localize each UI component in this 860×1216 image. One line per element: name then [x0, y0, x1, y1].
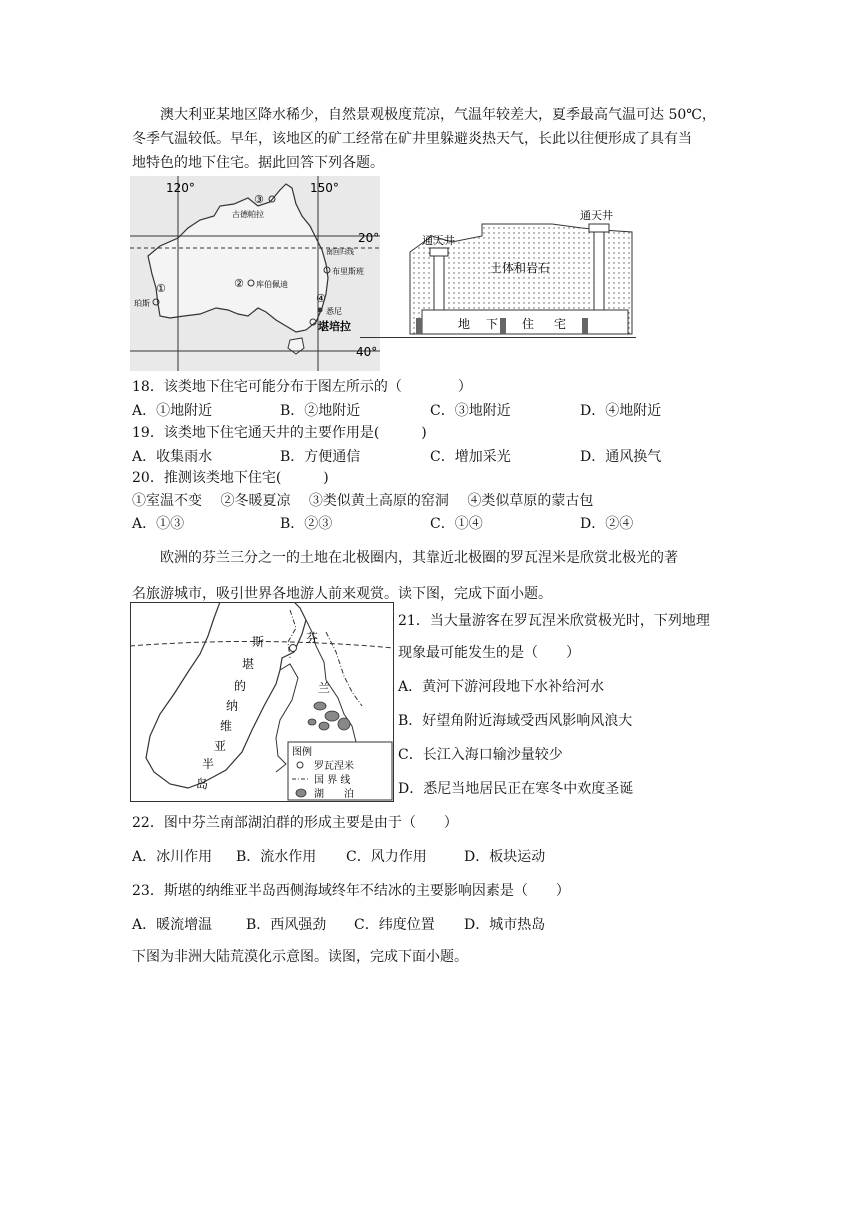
peninsula-char: 半: [202, 757, 215, 771]
soil-label: 土体和岩石: [490, 261, 551, 275]
city-kbpd: 库伯佩迪: [256, 280, 288, 289]
legend-lake-symbol: [296, 789, 306, 797]
q22-option-d[interactable]: D．板块运动: [464, 849, 546, 865]
q18-option-c[interactable]: C．③地附近: [430, 403, 511, 419]
q19-option-d[interactable]: D．通风换气: [580, 449, 662, 465]
city-xn: 悉尼: [326, 307, 342, 316]
well-label-left: 通天井: [422, 234, 455, 247]
peninsula-char: 堪: [242, 657, 255, 671]
q23-option-c[interactable]: C．纬度位置: [354, 917, 435, 933]
label-20: 20°: [358, 231, 380, 245]
peninsula-char: 纳: [226, 699, 239, 713]
q21-option-b[interactable]: B．好望角附近海域受西风影响风浪大: [398, 713, 633, 729]
question-21-stem: 21．当大量游客在罗瓦涅米欣赏极光时，下列地理: [398, 613, 710, 629]
city-gdpl: 古德帕拉: [232, 210, 264, 219]
city-dot: [318, 308, 323, 313]
house-pillar: [582, 318, 588, 334]
intro-paragraph-africa: 下图为非洲大陆荒漠化示意图。读图，完成下面小题。: [132, 949, 468, 965]
q22-option-c[interactable]: C．风力作用: [346, 849, 427, 865]
q21-option-d[interactable]: D．悉尼当地居民正在寒冬中欢度圣诞: [398, 781, 634, 797]
peninsula-char: 岛: [196, 777, 209, 791]
peninsula-char: 的: [234, 679, 247, 693]
air-shaft-cap-right: [589, 224, 609, 232]
intro-line: 地特色的地下住宅。据此回答下列各题。: [132, 155, 384, 171]
city-bls: 布里斯班: [332, 267, 364, 276]
marker-3: ③: [254, 193, 264, 206]
intro-line: 欧洲的芬兰三分之一的土地在北极圈内，其靠近北极圈的罗瓦涅米是欣赏北极光的著: [160, 550, 678, 566]
scandinavia-map: [130, 602, 394, 802]
peninsula-char: 维: [220, 719, 233, 733]
marker-4: ④: [316, 292, 326, 305]
label-40: 40°: [356, 345, 378, 359]
air-shaft-right: [594, 230, 604, 310]
intro-paragraph-australia: [132, 103, 732, 175]
lake: [319, 722, 329, 730]
q22-option-b[interactable]: B．流水作用: [236, 849, 317, 865]
lake: [325, 711, 339, 721]
underground-house-diagram: [382, 206, 634, 338]
peninsula-char: 亚: [214, 739, 227, 753]
q22-option-a[interactable]: A．冰川作用: [132, 849, 213, 865]
intro-line: 冬季气温较低。早年，该地区的矿工经常在矿井里躲避炎热天气，长此以往便形成了具有当: [132, 131, 692, 147]
label-120: 120°: [166, 181, 195, 195]
air-shaft-left: [434, 254, 444, 310]
q20-option-b[interactable]: B．②③: [280, 516, 333, 532]
q20-option-d[interactable]: D．②④: [580, 516, 634, 532]
label-150: 150°: [310, 181, 339, 195]
legend-title: 图例: [292, 747, 312, 758]
q21-option-c[interactable]: C．长江入海口输沙量较少: [398, 747, 563, 763]
city-kpl: 堪培拉: [318, 320, 351, 333]
q19-option-c[interactable]: C．增加采光: [430, 449, 511, 465]
house-pillar: [500, 318, 506, 334]
house-char: 宅: [554, 317, 567, 331]
question-20-stem: 20．推测该类地下住宅( ): [132, 470, 329, 486]
australia-map: [130, 176, 380, 371]
ground-line: [360, 337, 636, 338]
question-19-stem: 19．该类地下住宅通天井的主要作用是( ): [132, 425, 427, 441]
q20-option-a[interactable]: A．①③: [132, 516, 185, 532]
house-char: 地: [458, 317, 471, 331]
q23-option-d[interactable]: D．城市热岛: [464, 917, 546, 933]
legend-border: 国 界 线: [314, 775, 351, 786]
rovaniemi-dot: [290, 645, 297, 652]
q21-option-a[interactable]: A．黄河下游河段地下水补给河水: [398, 679, 605, 695]
question-22-stem: 22．图中芬兰南部湖泊群的形成主要是由于（ ）: [132, 815, 458, 831]
q20-option-c[interactable]: C．①④: [430, 516, 483, 532]
q18-option-a[interactable]: A．①地附近: [132, 403, 213, 419]
q23-option-a[interactable]: A．暖流增温: [132, 917, 213, 933]
question-18-stem: 18．该类地下住宅可能分布于图左所示的（ ）: [132, 379, 472, 395]
well-label-right: 通天井: [580, 209, 613, 222]
lake: [338, 718, 350, 730]
marker-1: ①: [156, 282, 166, 295]
legend-city: 罗瓦涅米: [314, 761, 354, 772]
air-shaft-cap-left: [430, 248, 448, 256]
lake: [308, 719, 316, 725]
marker-2: ②: [234, 277, 244, 290]
question-20-items: ①室温不变 ②冬暖夏凉 ③类似黄土高原的窑洞 ④类似草原的蒙古包: [132, 493, 594, 509]
q23-option-b[interactable]: B．西风强劲: [246, 917, 327, 933]
q19-option-b[interactable]: B．方便通信: [280, 449, 361, 465]
peninsula-char: 斯: [252, 635, 265, 649]
question-21-stem-cont: 现象最可能发生的是（ ）: [398, 645, 580, 661]
house-char: 下: [486, 317, 499, 331]
intro-line: 名旅游城市，吸引世界各地游人前来观赏。读下图，完成下面小题。: [132, 586, 552, 602]
house-char: 住: [522, 317, 535, 331]
intro-line: 澳大利亚某地区降水稀少，自然景观极度荒凉，气温年较差大，夏季最高气温可达 50℃，: [160, 107, 716, 123]
lake: [314, 702, 326, 710]
q18-option-d[interactable]: D．④地附近: [580, 403, 662, 419]
tropic-label: 南回归线: [326, 248, 354, 256]
q18-option-b[interactable]: B．②地附近: [280, 403, 361, 419]
finland-char: 兰: [318, 681, 331, 695]
q19-option-a[interactable]: A．收集雨水: [132, 449, 213, 465]
house-pillar: [416, 318, 422, 334]
city-psi: 珀斯: [134, 299, 150, 308]
finland-char: 芬: [306, 631, 319, 645]
question-23-stem: 23．斯堪的纳维亚半岛西侧海域终年不结冰的主要影响因素是（ ）: [132, 883, 570, 899]
legend-lake: 湖 泊: [314, 789, 354, 800]
